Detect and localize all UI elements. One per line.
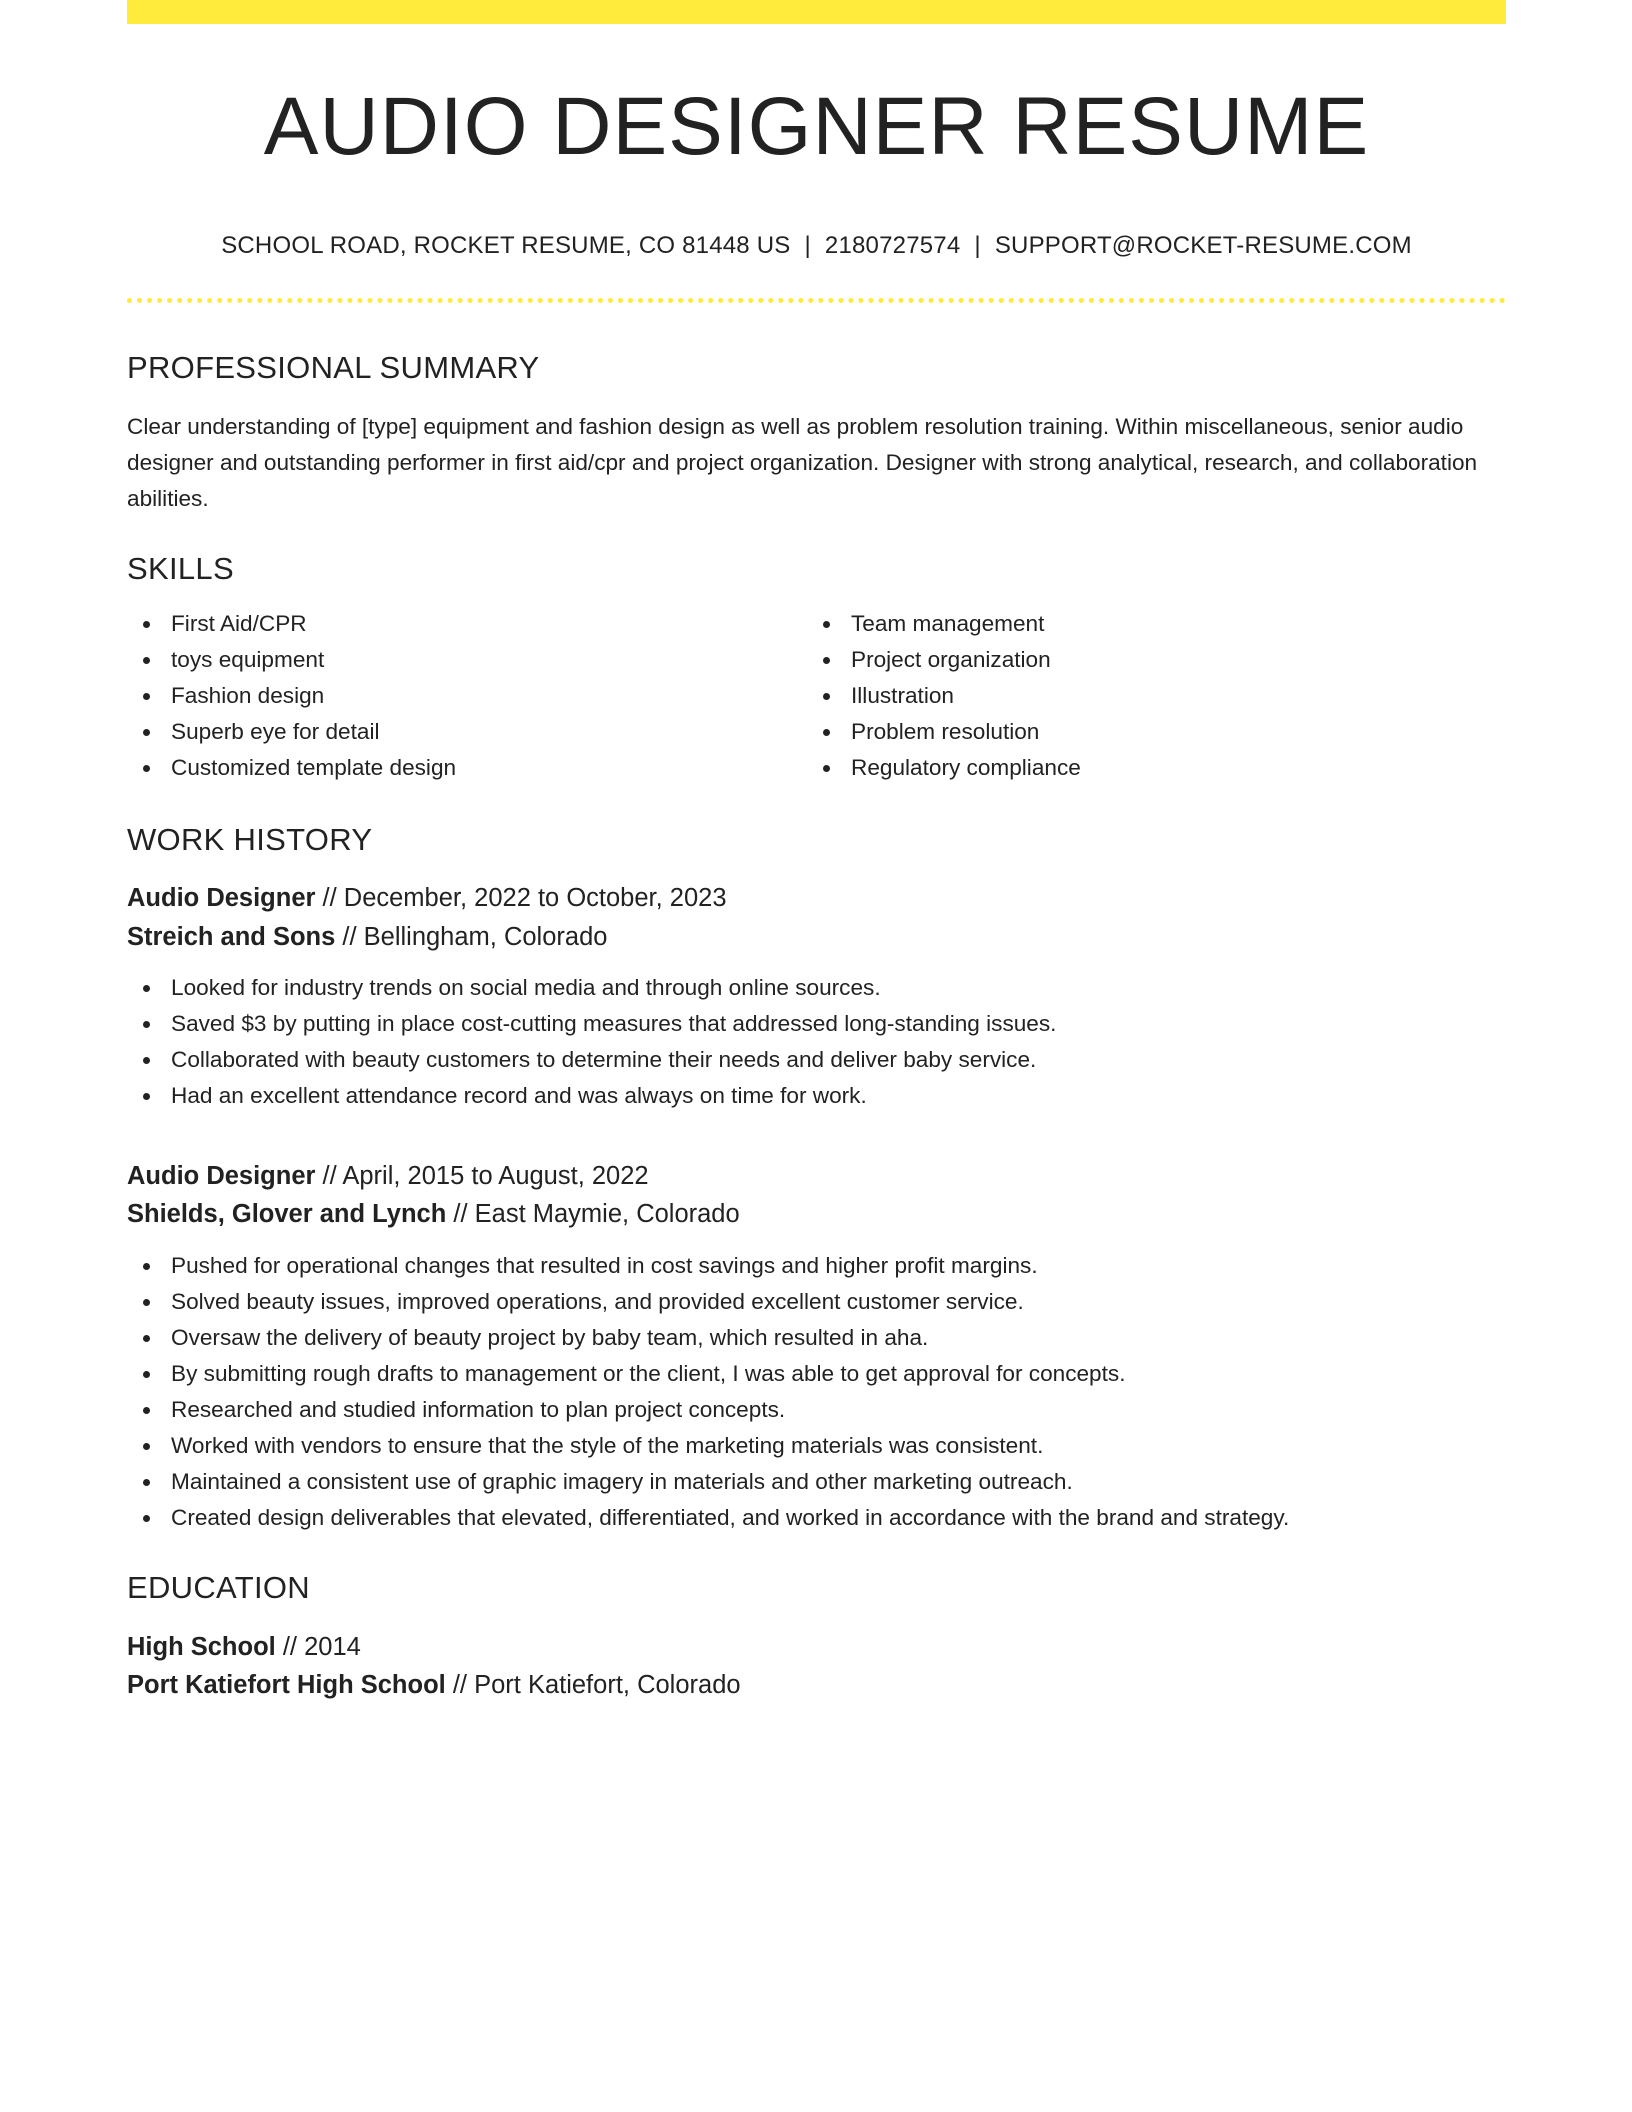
skills-grid <box>127 606 1506 786</box>
job-title-line <box>127 1157 1506 1195</box>
job-title-line <box>127 879 1506 917</box>
job-bullet: By submitting rough drafts to management or the client, I was able to get approval for concepts. <box>127 1356 1506 1392</box>
education-school-line <box>127 1666 1506 1704</box>
job-bullet: Collaborated with beauty customers to determine their needs and deliver baby service. <box>127 1042 1506 1078</box>
job-bullets <box>127 970 1506 1114</box>
work-history-heading: WORK HISTORY <box>127 822 373 857</box>
skill-item: toys equipment <box>127 642 807 678</box>
job-dates: // April, 2015 to August, 2022 <box>315 1162 649 1190</box>
contact-line <box>127 234 1506 258</box>
skills-heading: SKILLS <box>127 551 234 586</box>
job-bullet: Maintained a consistent use of graphic imagery in materials and other marketing outreach. <box>127 1464 1506 1500</box>
skill-item: Regulatory compliance <box>807 750 1487 786</box>
job-bullets <box>127 1248 1506 1536</box>
job-company: Shields, Glover and Lynch <box>127 1200 447 1228</box>
education-location: // Port Katiefort, Colorado <box>445 1671 741 1699</box>
resume-title: AUDIO DESIGNER RESUME <box>263 81 1370 172</box>
education-degree: High School <box>127 1633 276 1661</box>
job-title: Audio Designer <box>127 884 316 912</box>
job-title: Audio Designer <box>127 1162 316 1190</box>
education-year: // 2014 <box>275 1633 361 1661</box>
education-heading: EDUCATION <box>127 1570 310 1605</box>
job-bullet: Created design deliverables that elevated, differentiated, and worked in accordance with the brand and strategy. <box>127 1500 1506 1536</box>
job-bullet: Looked for industry trends on social media and through online sources. <box>127 970 1506 1006</box>
summary-heading: PROFESSIONAL SUMMARY <box>127 350 540 385</box>
skill-item: Illustration <box>807 678 1487 714</box>
resume-page <box>127 0 1506 1704</box>
job-bullet: Oversaw the delivery of beauty project by baby team, which resulted in aha. <box>127 1320 1506 1356</box>
job-bullet: Solved beauty issues, improved operations, and provided excellent customer service. <box>127 1284 1506 1320</box>
job-dates: // December, 2022 to October, 2023 <box>315 884 727 912</box>
job-bullet: Researched and studied information to plan project concepts. <box>127 1392 1506 1428</box>
skill-item: Superb eye for detail <box>127 714 807 750</box>
education-degree-line <box>127 1628 1506 1666</box>
contact-address: SCHOOL ROAD, ROCKET RESUME, CO 81448 US <box>221 232 791 259</box>
contact-phone: 2180727574 <box>824 232 961 259</box>
contact-email: SUPPORT@ROCKET-RESUME.COM <box>994 232 1412 259</box>
skill-item: Project organization <box>807 642 1487 678</box>
job-bullet: Had an excellent attendance record and was always on time for work. <box>127 1078 1506 1114</box>
education-school: Port Katiefort High School <box>127 1671 446 1699</box>
contact-separator: | <box>804 232 811 259</box>
skill-item: First Aid/CPR <box>127 606 807 642</box>
job-bullet: Saved $3 by putting in place cost-cutting measures that addressed long-standing issues. <box>127 1006 1506 1042</box>
skills-left-column <box>127 606 807 786</box>
job-company: Streich and Sons <box>127 923 336 951</box>
job-bullet: Pushed for operational changes that resulted in cost savings and higher profit margins. <box>127 1248 1506 1284</box>
skill-item: Team management <box>807 606 1487 642</box>
job-location: // East Maymie, Colorado <box>446 1200 740 1228</box>
skill-item: Fashion design <box>127 678 807 714</box>
dotted-divider <box>127 298 1506 303</box>
job-location: // Bellingham, Colorado <box>335 923 608 951</box>
top-accent-bar <box>127 0 1506 24</box>
job-company-line <box>127 918 1506 956</box>
job-company-line <box>127 1195 1506 1233</box>
skill-item: Problem resolution <box>807 714 1487 750</box>
skills-right-column <box>807 606 1487 786</box>
contact-separator: | <box>974 232 981 259</box>
skill-item: Customized template design <box>127 750 807 786</box>
job-bullet: Worked with vendors to ensure that the style of the marketing materials was consistent. <box>127 1428 1506 1464</box>
summary-text: Clear understanding of [type] equipment and fashion design as well as problem resolution training. Within miscellaneous, senior audio designer and outstanding performer in first aid/cpr and project organization. Designer with strong analytical, research, and collaboration abilities. <box>127 414 1478 511</box>
